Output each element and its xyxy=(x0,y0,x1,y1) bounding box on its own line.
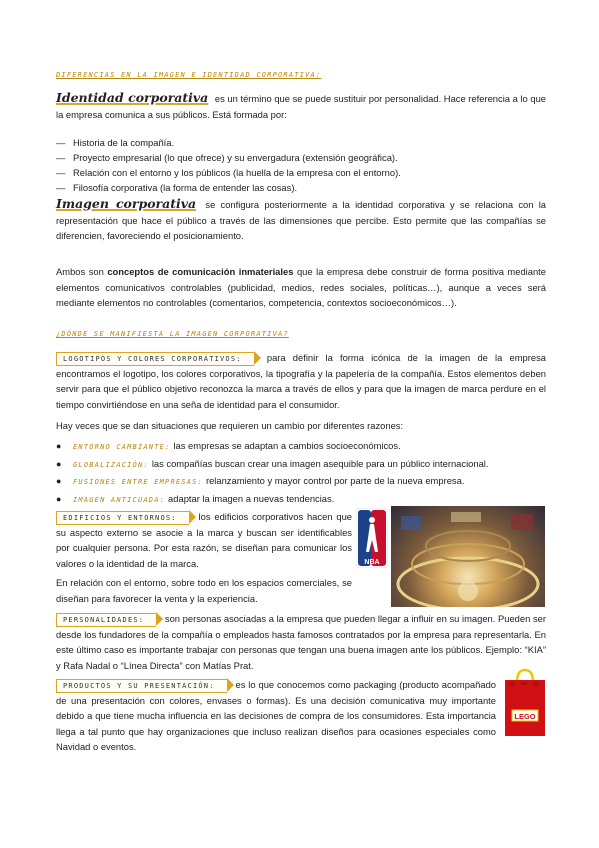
paragraph-edificios: EDIFICIOS Y ENTORNOS: los edificios corporativos hacen que su aspecto externo se asocie a la marca y buscan ser identificables por cualquier persona. Por esta razón, se diseñan para comunicar los valores o la identidad de la marca. xyxy=(56,511,352,569)
paragraph-productos: PRODUCTOS Y SU PRESENTACIÓN: es lo que conocemos como packaging (producto acompañado de una presentación con colores, envases o formas). Es una decisión comunicativa muy importante debido a que tiene mucha influencia en las decisiones de compra de los consumidores. Esta importancia llega a tal punto que hay organizaciones que incluso realizan diseños para ocasiones especiales como Navidad o eventos. xyxy=(56,679,496,753)
nba-logo-text: NBA xyxy=(364,559,380,566)
paragraph-ambos: Ambos son conceptos de comunicación inmateriales que la empresa debe construir de forma positiva mediante elementos comunicativos controlables (publicidad, medios, redes sociales, políticas…), aunque a veces será mediante elementos no controlables (comentarios, competencia, contextos socioeconómicos…). xyxy=(56,266,546,308)
imagen-definition: se configura posteriormente a la identidad corporativa y se relaciona con la representación que hace el público a través de las dimensiones que percibe. Esto permite que las compañías se diferencien, favoreciendo el posicionamiento. xyxy=(56,199,546,241)
razones-list xyxy=(56,438,546,508)
list-item: — Proyecto empresarial (lo que ofrece) y su envergadura (extensión geográfica). xyxy=(56,152,398,163)
tag-edificios: EDIFICIOS Y ENTORNOS: xyxy=(56,511,189,525)
paragraph-imagen xyxy=(56,196,546,244)
tag-productos: PRODUCTOS Y SU PRESENTACIÓN: xyxy=(56,679,227,693)
store-interior-image xyxy=(391,506,545,607)
list-item: ● ENTORNO CAMBIANTE: las empresas se adaptan a cambios socioeconómicos. xyxy=(56,440,401,451)
tag-logotipos: LOGOTIPOS Y COLORES CORPORATIVOS: xyxy=(56,352,254,366)
tag-personalidades: PERSONALIDADES: xyxy=(56,613,156,627)
list-item: ● FUSIONES ENTRE EMPRESAS: relanzamiento y mayor control por parte de la nueva empresa. xyxy=(56,475,465,486)
section-title-donde: ¿DÓNDE SE MANIFIESTA LA IMAGEN CORPORATIVA? xyxy=(56,330,289,338)
paragraph-entorno: En relación con el entorno, sobre todo en los espacios comerciales, se diseñan para favorecer la venta y la experiencia. xyxy=(56,577,352,604)
nba-logo-image xyxy=(356,508,388,568)
term-imagen-corporativa: Imagen corporativa xyxy=(56,196,197,211)
lego-logo-text: LEGO xyxy=(514,712,536,721)
list-item: — Filosofía corporativa (la forma de entender las cosas). xyxy=(56,182,298,193)
list-item: ● IMAGEN ANTICUADA: adaptar la imagen a nuevas tendencias. xyxy=(56,492,335,504)
bold-conceptos-inmateriales: conceptos de comunicación inmateriales xyxy=(107,266,294,277)
term-identidad-corporativa: Identidad corporativa xyxy=(56,90,209,105)
list-item: — Relación con el entorno y los públicos (la huella de la empresa con el entorno). xyxy=(56,167,401,178)
section-title-diferencias: DIFERENCIAS EN LA IMAGEN E IDENTIDAD CORPORATIVA: xyxy=(56,71,322,79)
list-item: ● GLOBALIZACIÓN: las compañías buscan crear una imagen asequible para un público internacional. xyxy=(56,457,489,469)
paragraph-identidad xyxy=(56,90,546,122)
paragraph-razones-intro: Hay veces que se dan situaciones que requieren un cambio por diferentes razones: xyxy=(56,420,404,431)
lego-bag-image xyxy=(503,668,547,738)
list-item: — Historia de la compañía. xyxy=(56,137,175,148)
identidad-definition: es un término que se puede sustituir por personalidad. Hace referencia a lo que la empresa comunica a sus públicos. Está formada por: xyxy=(56,93,546,120)
identidad-components-list xyxy=(56,135,546,195)
paragraph-personalidades: PERSONALIDADES: son personas asociadas a la empresa que pueden llegar a influir en su imagen. Pueden ser desde los fundadores de la compañía o empleados hasta famosos contratados por la empresa para representarla. En este último caso es importante trabajar con personas que tengan una buena imagen ante los públicos. Ejemplo: “KIA” y Rafa Nadal o “Línea Directa” con Matías Prat. xyxy=(56,613,547,671)
paragraph-logotipos: LOGOTIPOS Y COLORES CORPORATIVOS: para definir la forma icónica de la imagen de la empresa encontramos el logotipo, los colores corporativos, la tipografía y la papelería de la compañía. Estos elementos deben servir para que el público objetivo reconozca la marca a través de ellos y para que la imagen de marca perdure en el tiempo convirtiéndose en una seña de identidad para el consumidor. xyxy=(56,352,546,410)
